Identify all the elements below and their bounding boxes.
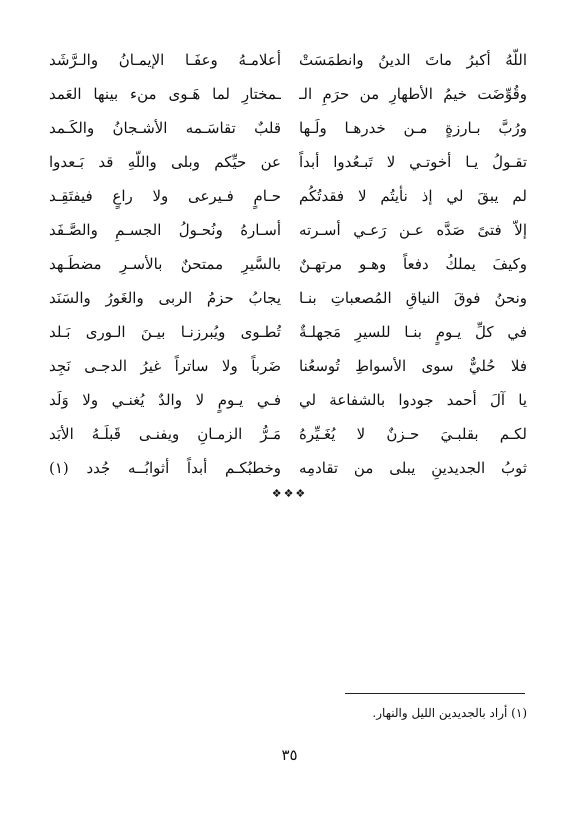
verse-row — [0, 316, 579, 348]
first-hemistich: لم يبقَ لي إذ نأيتُم لا فقدتُكُم — [299, 187, 527, 205]
first-hemistich: اللّهُ أكبرُ ماتَ الدينُ وانطمَسَتْ — [299, 51, 527, 69]
second-hemistich: فـي يـومٍ لا والدٌ يُغنـي ولا وَلَد — [49, 391, 281, 409]
verse-row — [0, 78, 579, 110]
verse-row — [0, 350, 579, 382]
section-separator: ❖❖❖ — [271, 487, 308, 500]
verse-row — [0, 248, 579, 280]
first-hemistich: في كلِّ يـومٍ بنـا للسيرِ مَجهلـةٌ — [299, 323, 527, 341]
verse-row — [0, 112, 579, 144]
second-hemistich: بالسَّيرِ ممتحنٌ بالأسـرِ مضطَـهد — [49, 255, 281, 273]
page-number: ٣٥ — [281, 746, 298, 764]
second-hemistich: قلبٌ تقاسَـمه الأشـجانُ والكَـمد — [49, 119, 281, 137]
first-hemistich: فلا حُليٌّ سوى الأسواطِ تُوسعُنا — [299, 357, 527, 375]
footnote: (١) أراد بالجديدين الليل والنهار. — [372, 706, 527, 720]
first-hemistich: ونحنُ فوقَ النياقِ المُصعباتِ بنـا — [299, 289, 527, 307]
first-hemistich: إلاّ فتىً صَدَّه عـن رَعـي أسـرته — [299, 221, 527, 239]
verse-row — [0, 180, 579, 212]
verse-row — [0, 282, 579, 314]
second-hemistich: مَـرُّ الزمـانِ ويفنـى قَبلَـهُ الأبَد — [49, 425, 281, 443]
verse-row — [0, 44, 579, 76]
second-hemistich: يجابُ حزمُ الربى والغَورُ والسَنَد — [49, 289, 281, 307]
second-hemistich: أعلامـهُ وعفَـا الإيمـانُ والـرَّشَد — [49, 51, 281, 69]
first-hemistich: يا آلَ أحمد جودوا بالشفاعة لي — [299, 391, 527, 409]
footnote-divider — [345, 693, 525, 694]
second-hemistich: ضَرباً ولا ساتراً غيرُ الدجـى نَجِد — [49, 357, 281, 375]
verse-row — [0, 384, 579, 416]
verse-row — [0, 146, 579, 178]
first-hemistich: ثوبُ الجديدينِ يبلى من تقادمِه — [299, 459, 527, 477]
verse-row — [0, 452, 579, 484]
verse-row — [0, 214, 579, 246]
second-hemistich: حـامٍ فـيرعى ولا راعٍ فيفتَقِـد — [49, 187, 281, 205]
first-hemistich: تقـولُ يـا أخوتـي لا تَبـعُدوا أبداً — [299, 153, 527, 171]
verse-row — [0, 418, 579, 450]
second-hemistich: ـمختارِ لما هَـوى منء بينها العَمد — [49, 85, 281, 103]
first-hemistich: وقُوِّضَت خيمُ الأطهارِ من حرَمِ الـ — [299, 85, 527, 103]
first-hemistich: لكـم بقلبـيَ حـزنٌ لا يُغَـيِّرهُ — [299, 425, 527, 443]
first-hemistich: وكيفَ يملكُ دفعاً وهـو مرتهـنٌ — [299, 255, 527, 273]
second-hemistich: تُطـوى ويُبرزنـا بيـنَ الـورى بَـلد — [49, 323, 281, 341]
second-hemistich: وخطبُكـم أبداً أثوابُــه جُدد (١) — [49, 459, 281, 477]
first-hemistich: ورُبَّ بـارزةٍ مـن خدرهـا ولَـها — [299, 119, 527, 137]
second-hemistich: عن حيِّكم وبلى واللّهِ قد بَـعدوا — [49, 153, 281, 171]
second-hemistich: أسـارهُ ونُحـولُ الجسـمِ والصَّـفَد — [49, 221, 281, 239]
